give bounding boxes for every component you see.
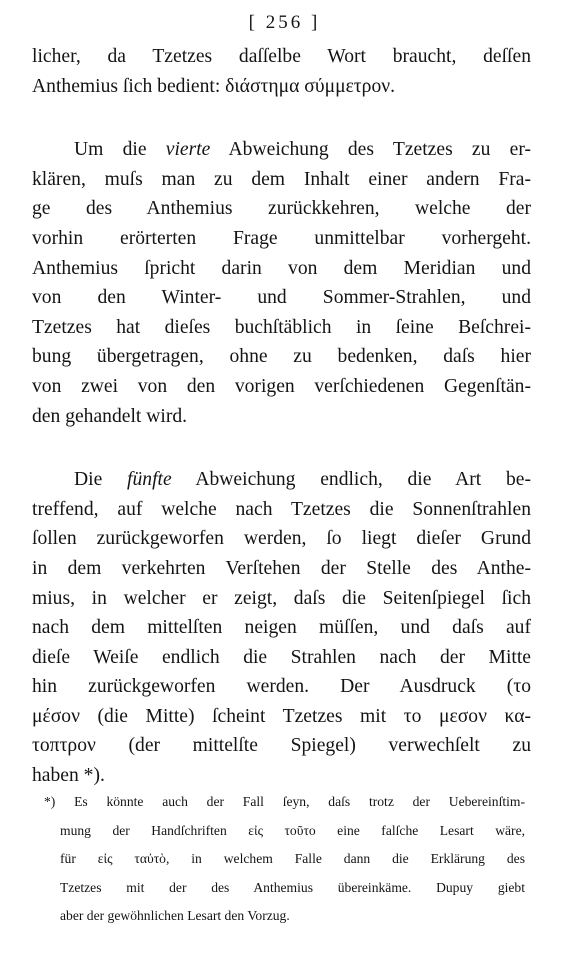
text-line: klären, muſs man zu dem Inhalt einer andern Fra- — [32, 168, 531, 190]
text-line: hin zurückgeworfen werden. Der Ausdruck (το — [32, 676, 531, 698]
text-line: Die fünfte Abweichung endlich, die Art be- — [74, 469, 531, 491]
text-line: haben *). — [32, 765, 105, 787]
text-line: ge des Anthemius zurückkehren, welche der — [32, 198, 531, 220]
text-line: Anthemius ſpricht darin von dem Meridian und — [32, 257, 531, 279]
body-text — [32, 42, 531, 791]
text-line: treffend, auf welche nach Tzetzes die Sonnenſtrahlen — [32, 498, 531, 520]
footnote-line: *) Es könnte auch der Fall ſeyn, daſs trotz der Uebereinſtim- — [44, 794, 525, 809]
text-line: in dem verkehrten Verſtehen der Stelle des Anthe- — [32, 557, 531, 579]
text-line: μέσον (die Mitte) ſcheint Tzetzes mit το μεσον κα- — [32, 705, 531, 727]
paragraph — [32, 465, 531, 791]
text-line: nach dem mittelſten neigen müſſen, und daſs auf — [32, 617, 531, 639]
text-line: von zwei von den vorigen verſchiedenen Gegenſtän- — [32, 375, 531, 397]
text-line: Anthemius ſich bedient: διάστημα σύμμετρον. — [32, 75, 396, 97]
footnote-line: aber der gewöhnlichen Lesart den Vorzug. — [60, 908, 290, 924]
text-line: vorhin erörterten Frage unmittelbar vorhergeht. — [32, 227, 531, 249]
footnote-line: für εἰς ταὐτὸ, in welchem Falle dann die Erklärung des — [60, 851, 525, 867]
footnote — [44, 788, 525, 931]
text-line: τοπτρον (der mittelſte Spiegel) verwechſelt zu — [32, 735, 531, 757]
text-line: bung übergetragen, ohne zu bedenken, daſs hier — [32, 346, 531, 368]
text-line: Um die vierte Abweichung des Tzetzes zu er- — [74, 139, 531, 161]
footnote-line: Tzetzes mit der des Anthemius übereinkäme. Dupuy giebt — [60, 879, 525, 895]
paragraph — [32, 42, 531, 101]
footnote-line: mung der Handſchriften εἰς τοῦτο eine falſche Lesart wäre, — [60, 822, 525, 838]
text-line: ſollen zurückgeworfen werden, ſo liegt dieſer Grund — [32, 528, 531, 550]
paragraph — [32, 135, 531, 431]
page-number: [ 256 ] — [248, 12, 321, 33]
text-line: Tzetzes hat dieſes buchſtäblich in ſeine Beſchrei- — [32, 316, 531, 338]
text-line: den gehandelt wird. — [32, 405, 188, 427]
text-line: mius, in welcher er zeigt, daſs die Seitenſpiegel ſich — [32, 587, 531, 609]
text-line: dieſe Weiſe endlich die Strahlen nach der Mitte — [32, 646, 531, 668]
text-line: licher, da Tzetzes daſſelbe Wort braucht, deſſen — [32, 46, 531, 67]
text-line: von den Winter- und Sommer-Strahlen, und — [32, 287, 531, 309]
